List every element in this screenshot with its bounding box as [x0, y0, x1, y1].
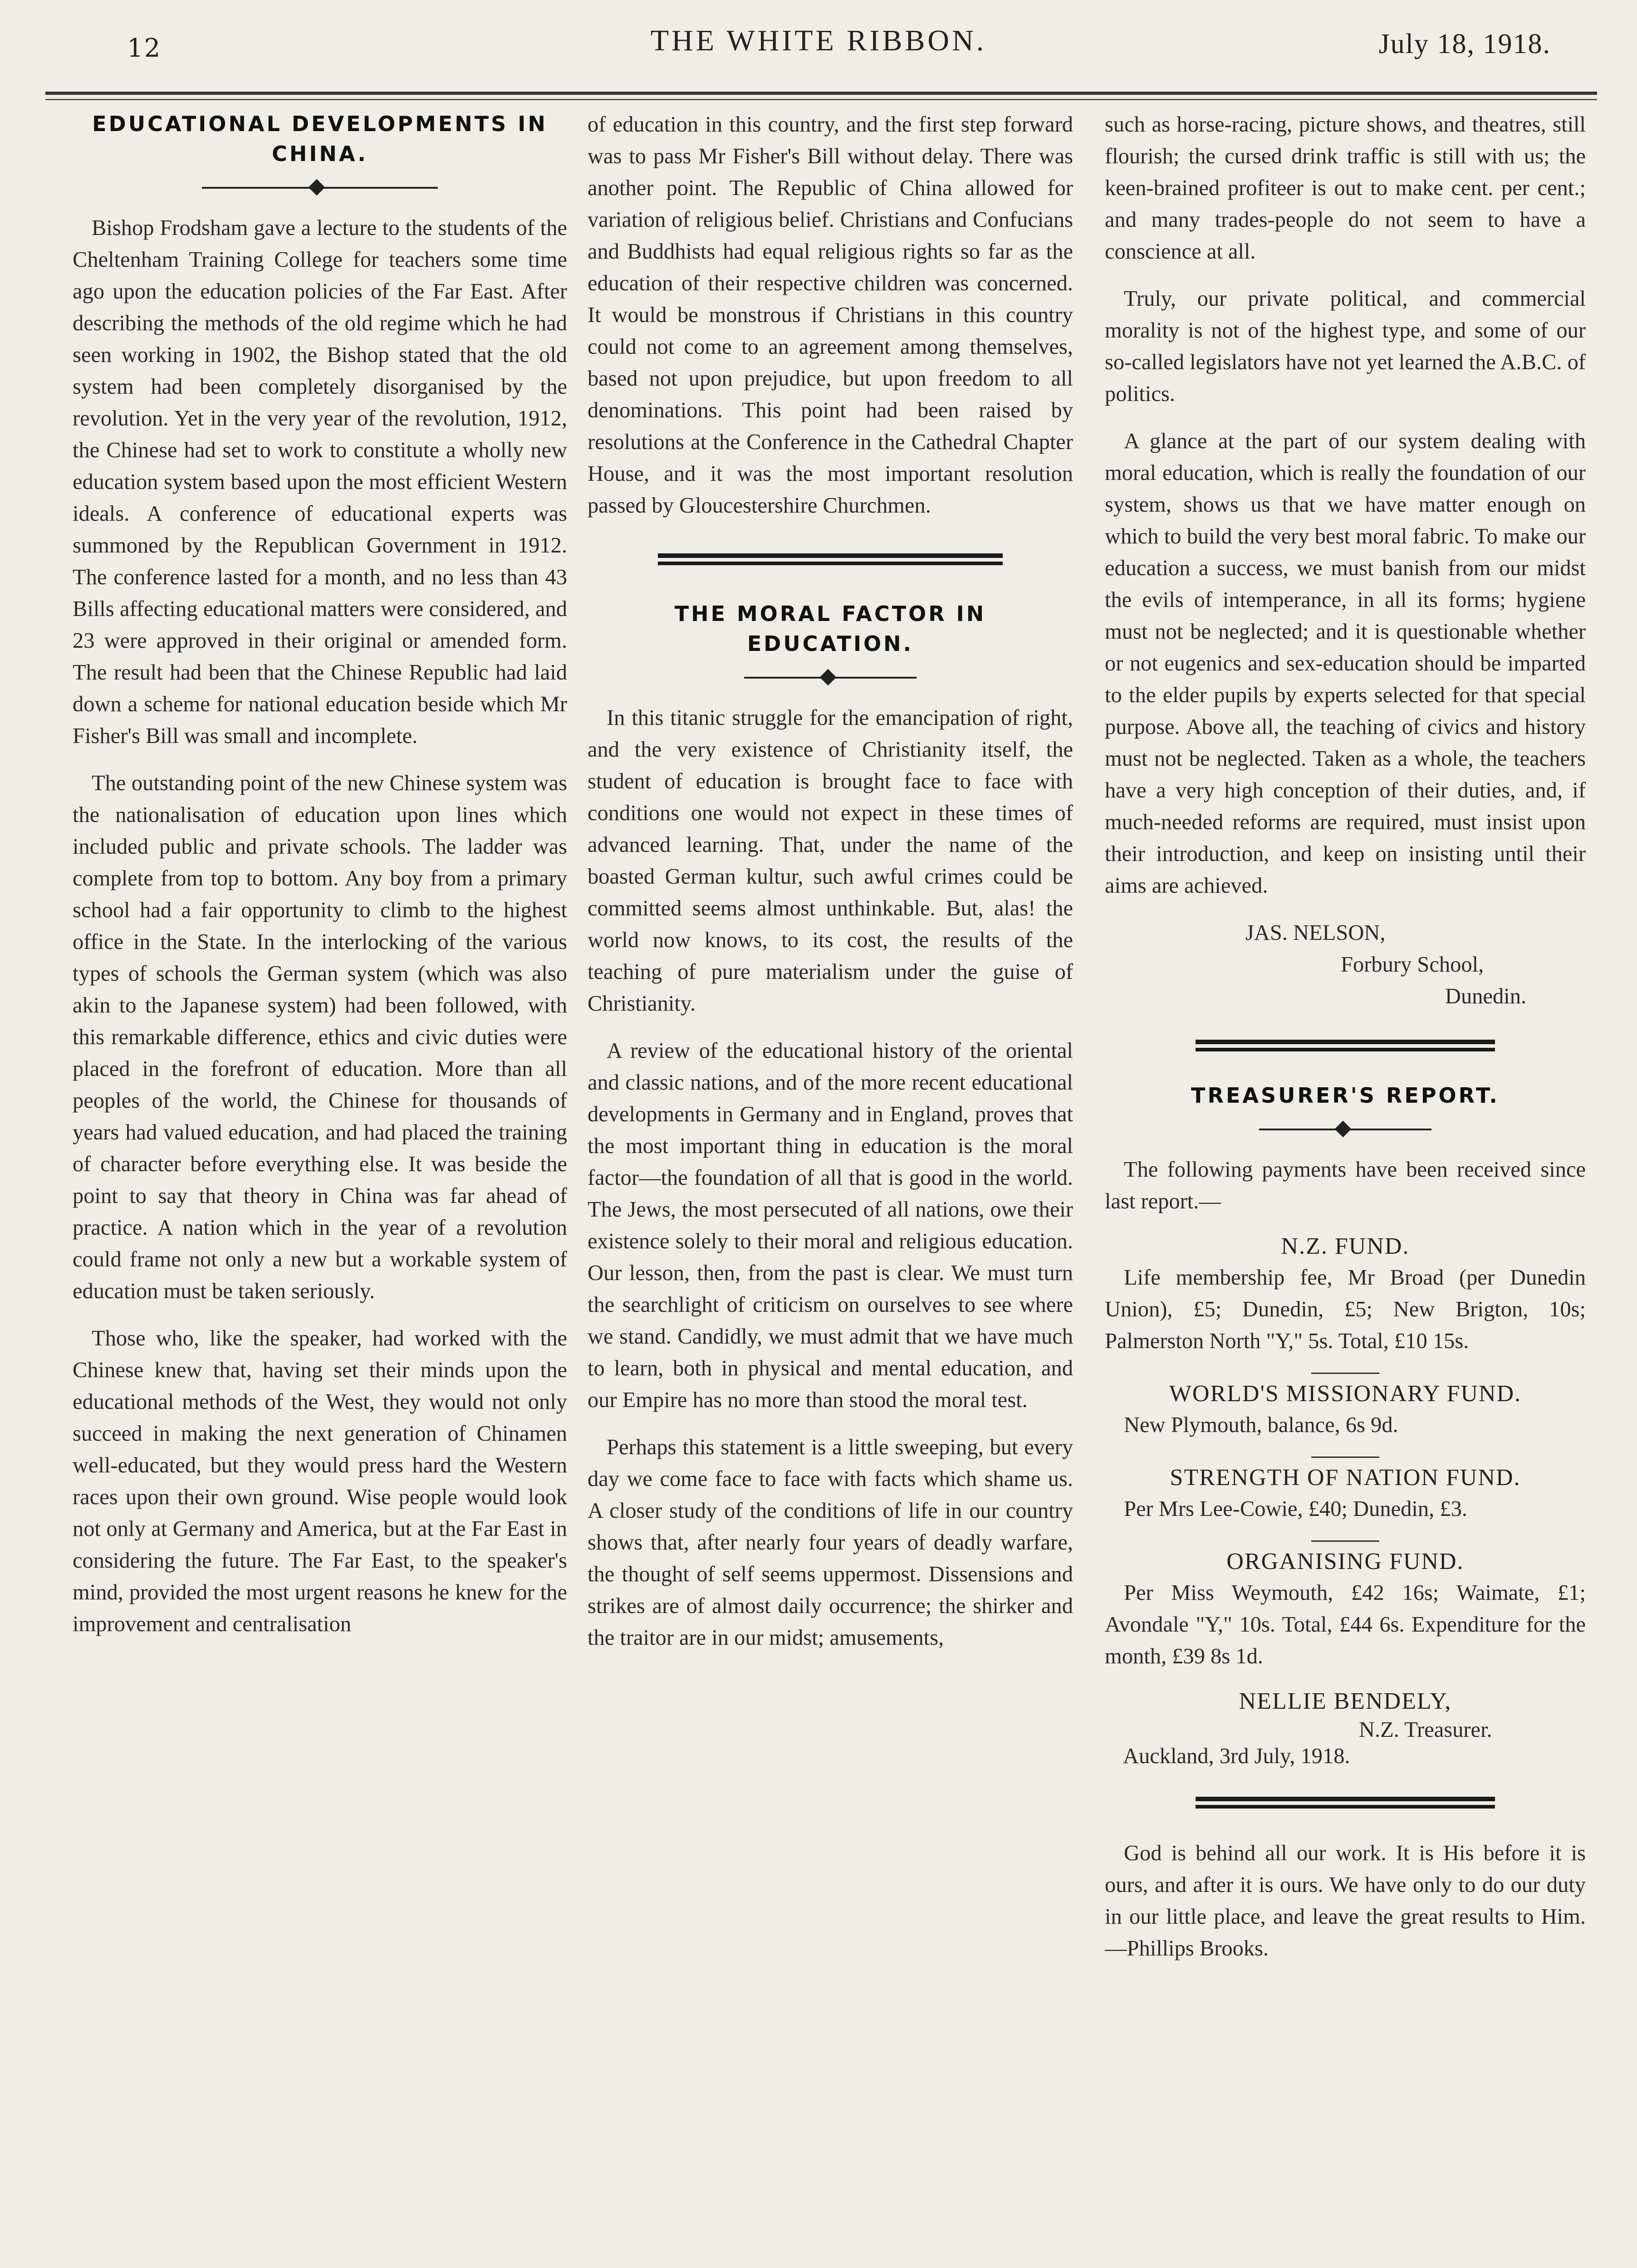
treasurer-role: N.Z. Treasurer.	[1359, 1718, 1492, 1742]
paragraph: A glance at the part of our system dealing with moral education, which is really the foundation of our system, shows us that we have matter enough on which to build the very best moral fabric. To make our education a success, we must banish from our midst the evils of intemperance, in all its forms; hygiene must not be neglected; and it is questionable whether or not eugenics and sex-education should be imparted to the elder pupils by experts selected for that special purpose. Above all, the teaching of civics and history must not be neglected. Taken as a whole, the teachers have a very high conception of their duties, and, if much-needed reforms are required, must insist upon their introduction, and keep on insisting until their aims are achieved.	[1105, 429, 1586, 898]
section-divider	[1196, 1797, 1495, 1810]
fund-divider	[1311, 1540, 1379, 1542]
article-title-china: EDUCATIONAL DEVELOPMENTS IN CHINA.	[92, 112, 548, 166]
fund-body: Per Mrs Lee-Cowie, £40; Dunedin, £3.	[1124, 1497, 1468, 1521]
fund-body: Life membership fee, Mr Broad (per Dunedin Union), £5; Dunedin, £5; New Brigton, 10s; Palmerston North "Y," 5s. Total, £10 15s.	[1105, 1266, 1586, 1353]
column-2	[588, 109, 1073, 2259]
publication-title: THE WHITE RIBBON.	[650, 24, 987, 57]
header-rule-thin	[45, 99, 1597, 100]
paragraph: Perhaps this statement is a little sweeping, but every day we come face to face with facts which shame us. A closer study of the conditions of life in our country shows that, after nearly four years of deadly warfare, the thought of self seems uppermost. Dissensions and strikes are of almost daily occurrence; the shirker and the traitor are in our midst; amusements,	[588, 1435, 1073, 1650]
page-number: 12	[127, 34, 162, 63]
report-intro: The following payments have been received since last report.—	[1105, 1158, 1586, 1213]
header-rule	[45, 92, 1597, 95]
paragraph: Truly, our private political, and commercial morality is not of the highest type, and some of our so-called legislators have not yet learned the A.B.C. of politics.	[1105, 287, 1586, 406]
paragraph: Those who, like the speaker, had worked with the Chinese knew that, having set their minds upon the educational methods of the West, they would not only succeed in making the next generation of Chinamen well-educated, but they would press hard the Western races upon their own ground. Wise people would look not only at Germany and America, but at the Far East in considering the future. The Far East, to the speaker's mind, provided the most urgent reasons he knew for the improvement and centralisation	[73, 1326, 567, 1636]
diamond-rule	[1259, 1120, 1431, 1139]
paragraph: of education in this country, and the first step forward was to pass Mr Fisher's Bill without delay. There was another point. The Republic of China allowed for variation of religious belief. Christians and Confucians and Buddhists had equal religious rights so far as the education of their respective children was concerned. It would be monstrous if Christians in this country could not come to an agreement among themselves, based not upon prejudice, but upon freedom to all denominations. This point had been raised by resolutions at the Conference in the Cathedral Chapter House, and it was the most important resolution passed by Gloucestershire Churchmen.	[588, 112, 1073, 518]
paragraph: such as horse-racing, picture shows, and theatres, still flourish; the cursed drink traffic is still with us; the keen-brained profiteer is out to make cent. per cent.; and many trades-people do not seem to have a conscience at all.	[1105, 112, 1586, 264]
article-title-moral: THE MORAL FACTOR IN EDUCATION.	[674, 601, 986, 656]
diamond-rule	[744, 669, 917, 687]
signature-block	[1105, 917, 1586, 1012]
fund-heading: N.Z. FUND.	[1281, 1233, 1410, 1259]
paragraph: Bishop Frodsham gave a lecture to the students of the Cheltenham Training College for teachers some time ago upon the education policies of the Far East. After describing the methods of the old regime which he had seen working in 1902, the Bishop stated that the old system had been completely disorganised by the revolution. Yet in the very year of the revolution, 1912, the Chinese had set to work to constitute a wholly new education system based upon the most efficient Western ideals. A conference of educational experts was summoned by the Republican Government in 1912. The conference lasted for a month, and no less than 43 Bills affecting educational matters were considered, and 23 were approved in their original or amended form. The result had been that the Chinese Republic had laid down a scheme for national education beside which Mr Fisher's Bill was small and incomplete.	[73, 216, 567, 748]
diamond-rule	[202, 179, 438, 197]
signature-city: Dunedin.	[1445, 984, 1527, 1008]
fund-divider	[1311, 1457, 1379, 1458]
signature-name: JAS. NELSON,	[1245, 921, 1386, 945]
section-divider	[1196, 1040, 1495, 1053]
treasurer-name: NELLIE BENDELY,	[1239, 1688, 1452, 1714]
signature-school: Forbury School,	[1341, 953, 1484, 977]
treasurers-report	[1105, 1080, 1586, 1769]
fund-body: Per Miss Weymouth, £42 16s; Waimate, £1; Avondale "Y," 10s. Total, £44 6s. Expenditure for the month, £39 8s 1d.	[1105, 1581, 1586, 1668]
section-divider	[658, 553, 1003, 567]
fund-heading: WORLD'S MISSIONARY FUND.	[1169, 1381, 1522, 1407]
report-place-date: Auckland, 3rd July, 1918.	[1123, 1744, 1350, 1768]
fund-heading: STRENGTH OF NATION FUND.	[1170, 1465, 1521, 1491]
fund-body: New Plymouth, balance, 6s 9d.	[1124, 1413, 1398, 1437]
paragraph: The outstanding point of the new Chinese system was the nationalisation of education upon lines which included public and private schools. The ladder was complete from top to bottom. Any boy from a primary school had a fair opportunity to climb to the highest office in the State. In the interlocking of the various types of schools the German system (which was also akin to the Japanese system) had been followed, with this remarkable difference, ethics and civic duties were placed in the forefront of education. More than all peoples of the world, the Chinese for thousands of years had valued education, and had placed the training of character before everything else. It was beside the point to say that theory in China was far ahead of practice. A nation which in the year of a revolution could frame not only a new but a workable system of education must be taken seriously.	[73, 771, 567, 1303]
column-1	[73, 109, 567, 2259]
paragraph: In this titanic struggle for the emancipation of right, and the very existence of Christianity itself, the student of education is brought face to face with conditions one would not expect in these times of advanced learning. That, under the name of the boasted German kultur, such awful crimes could be committed seems almost unthinkable. But, alas! the world now knows, to its cost, the results of the teaching of pure materialism under the guise of Christianity.	[588, 706, 1073, 1016]
closing-quote: God is behind all our work. It is His before it is ours, and after it is ours. We have only to do our duty in our little place, and leave the great results to Him.—Phillips Brooks.	[1105, 1841, 1586, 1960]
column-3	[1105, 109, 1586, 2259]
paragraph: A review of the educational history of the oriental and classic nations, and of the more recent educational developments in Germany and in England, proves that the most important thing in education is the moral factor—the foundation of all that is good in the world. The Jews, the most persecuted of all nations, owe their existence solely to their moral and religious education. Our lesson, then, from the past is clear. We must turn the searchlight of criticism on ourselves to see where we stand. Candidly, we must admit that we have much to learn, both in physical and mental education, and our Empire has no more than stood the moral test.	[588, 1039, 1073, 1412]
fund-divider	[1311, 1373, 1379, 1374]
page-header	[0, 24, 1637, 92]
article-title-treasurer: TREASURER'S REPORT.	[1191, 1083, 1500, 1108]
fund-heading: ORGANISING FUND.	[1226, 1549, 1464, 1574]
issue-date: July 18, 1918.	[1378, 29, 1551, 59]
